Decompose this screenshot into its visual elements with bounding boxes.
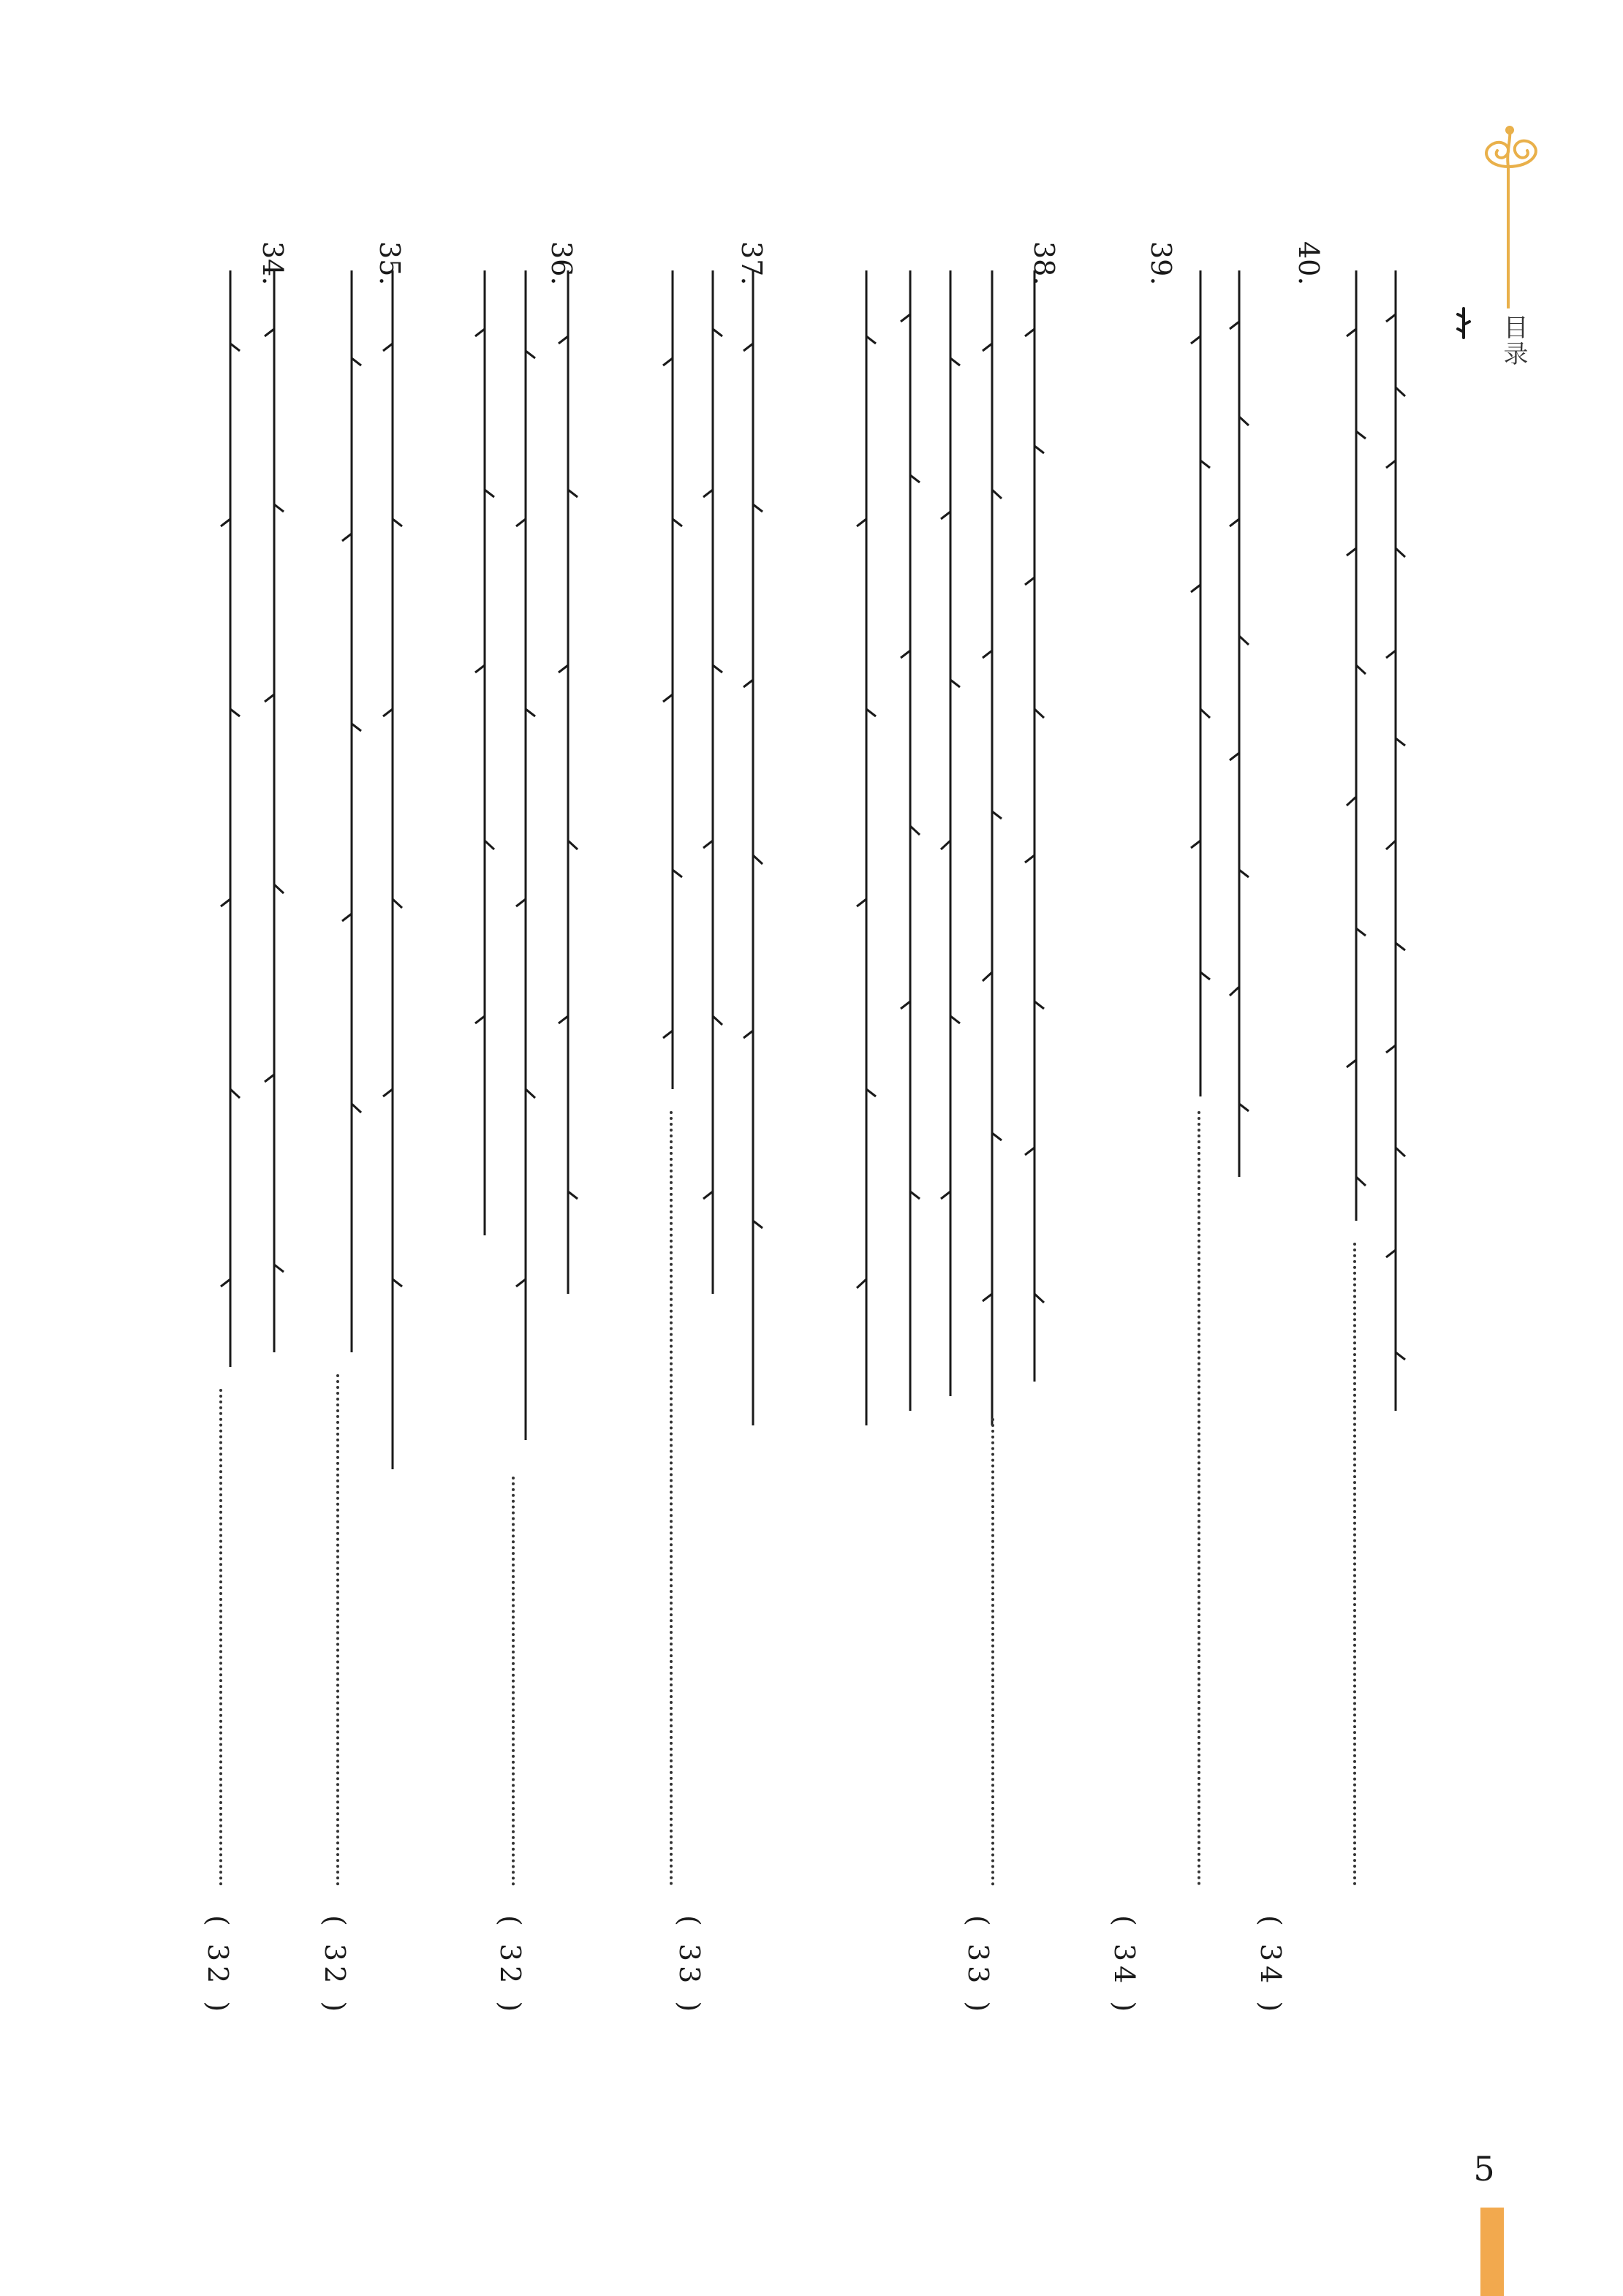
leader-dots: [1353, 1243, 1362, 1886]
header-label: 目录: [1499, 314, 1528, 367]
mongolian-text-line-icon: [938, 270, 963, 1396]
leader-dots: [1198, 1111, 1206, 1886]
mongolian-text-line-icon: [1188, 270, 1213, 1096]
page-number: 5: [1473, 2149, 1495, 2189]
entry-page-ref: ( 32 ): [494, 1915, 526, 2017]
entry-number: 36.: [545, 241, 578, 286]
entry-number: 40.: [1293, 241, 1325, 286]
leader-dots: [670, 1111, 678, 1886]
entry-page-ref: ( 34 ): [1255, 1915, 1287, 2017]
mongolian-text-line-icon: [262, 270, 287, 1352]
mongolian-text-line-icon: [218, 270, 243, 1367]
mongolian-text-line-icon: [513, 270, 538, 1440]
entry-number: 38.: [1028, 241, 1060, 286]
entry-page-ref: ( 32 ): [202, 1915, 234, 2017]
entry-number: 37.: [735, 241, 768, 286]
entry-number: 34.: [257, 241, 289, 286]
mongolian-text-line-icon: [1022, 270, 1047, 1382]
mongolian-text-line-icon: [660, 270, 685, 1089]
mongolian-text-line-icon: [339, 270, 364, 1352]
entry-page-ref: ( 34 ): [1108, 1915, 1140, 2017]
mongolian-text-line-icon: [380, 270, 405, 1469]
leader-dots: [219, 1389, 228, 1886]
mongolian-text-line-icon: [854, 270, 879, 1425]
entry-number: 39.: [1145, 241, 1177, 286]
leader-dots: [512, 1477, 521, 1886]
page-edge-tab: [1480, 2208, 1504, 2296]
mongolian-text-line-icon: [472, 270, 497, 1235]
mongolian-text-line-icon: [741, 270, 765, 1425]
mongolian-text-line-icon: [1344, 270, 1369, 1221]
entry-page-ref: ( 32 ): [319, 1915, 351, 2017]
mongolian-text-line-icon: [700, 270, 725, 1294]
leader-dots: [991, 1418, 1000, 1886]
mongolian-text-line-icon: [980, 270, 1005, 1425]
mongolian-text-line-icon: [898, 270, 923, 1411]
mongolian-text-line-icon: [1383, 270, 1408, 1411]
mongolian-text-line-icon: [1227, 270, 1252, 1177]
entry-page-ref: ( 33 ): [673, 1915, 705, 2017]
mongolian-text-line-icon: [556, 270, 580, 1294]
entry-page-ref: ( 33 ): [962, 1915, 994, 2017]
entry-number: 35.: [374, 241, 406, 286]
leader-dots: [336, 1374, 345, 1886]
